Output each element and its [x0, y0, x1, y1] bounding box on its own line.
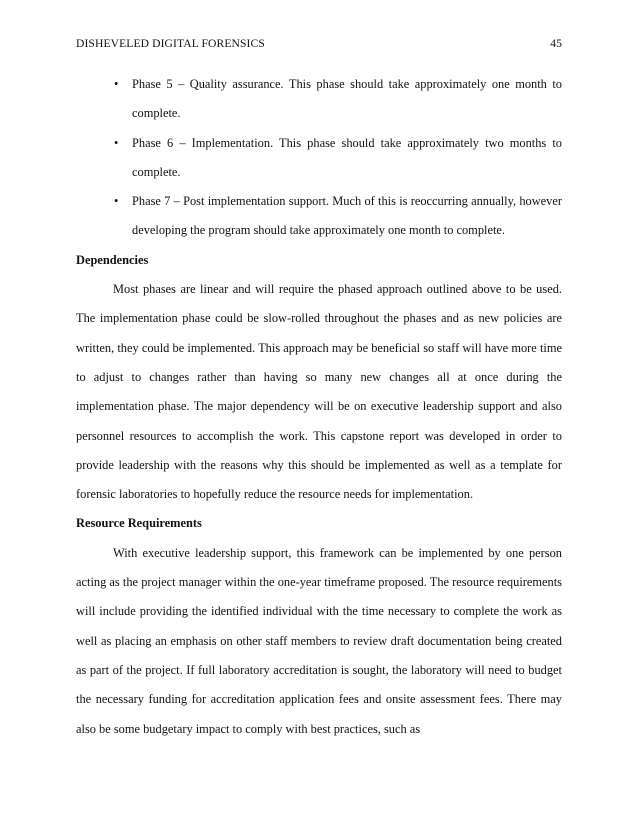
resource-requirements-paragraph: With executive leadership support, this framework can be implemented by one person acting as the project manager within the one-year timeframe proposed. The resource requirements will include providing the identified individual with the time necessary to complete the work as well as placing an emphasis on other staff members to review draft documentation being created as part of the project. If full laboratory accreditation is sought, the laboratory will need to budget the necessary funding for accreditation application fees and onsite assessment fees. There may also be some budgetary impact to comply with best practices, such as	[76, 545, 562, 736]
phase-text: Phase 5 – Quality assurance. This phase should take approximately one month to complete.	[132, 77, 562, 121]
phase-item	[76, 187, 562, 246]
dependencies-paragraph: Most phases are linear and will require the phased approach outlined above to be used. The implementation phase could be slow-rolled throughout the phases and as new policies are written, they could be implemented. This approach may be beneficial so staff will have more time to adjust to changes rather than having so many new changes all at once during the implementation phase. The major dependency will be on executive leadership support and also personnel resources to accomplish the work. This capstone report was developed in order to provide leadership with the reasons why this should be implemented as well as a template for forensic laboratories to hopefully reduce the resource needs for implementation.	[76, 282, 562, 502]
running-head	[76, 37, 562, 50]
phase-text: Phase 7 – Post implementation support. Much of this is reoccurring annually, however developing the program should take approximately one month to complete.	[132, 194, 562, 238]
phase-list	[76, 70, 562, 246]
section-heading-dependencies: Dependencies	[76, 252, 149, 267]
page-body	[76, 70, 562, 744]
section-heading-resource-requirements: Resource Requirements	[76, 516, 202, 531]
phase-item	[76, 129, 562, 188]
page-number: 45	[550, 37, 562, 50]
bullet-icon: •	[114, 77, 119, 91]
running-title: DISHEVELED DIGITAL FORENSICS	[76, 37, 265, 50]
bullet-icon: •	[114, 135, 119, 150]
bullet-icon: •	[114, 194, 119, 209]
phase-text: Phase 6 – Implementation. This phase should take approximately two months to complete.	[132, 135, 562, 179]
phase-item	[76, 70, 562, 129]
